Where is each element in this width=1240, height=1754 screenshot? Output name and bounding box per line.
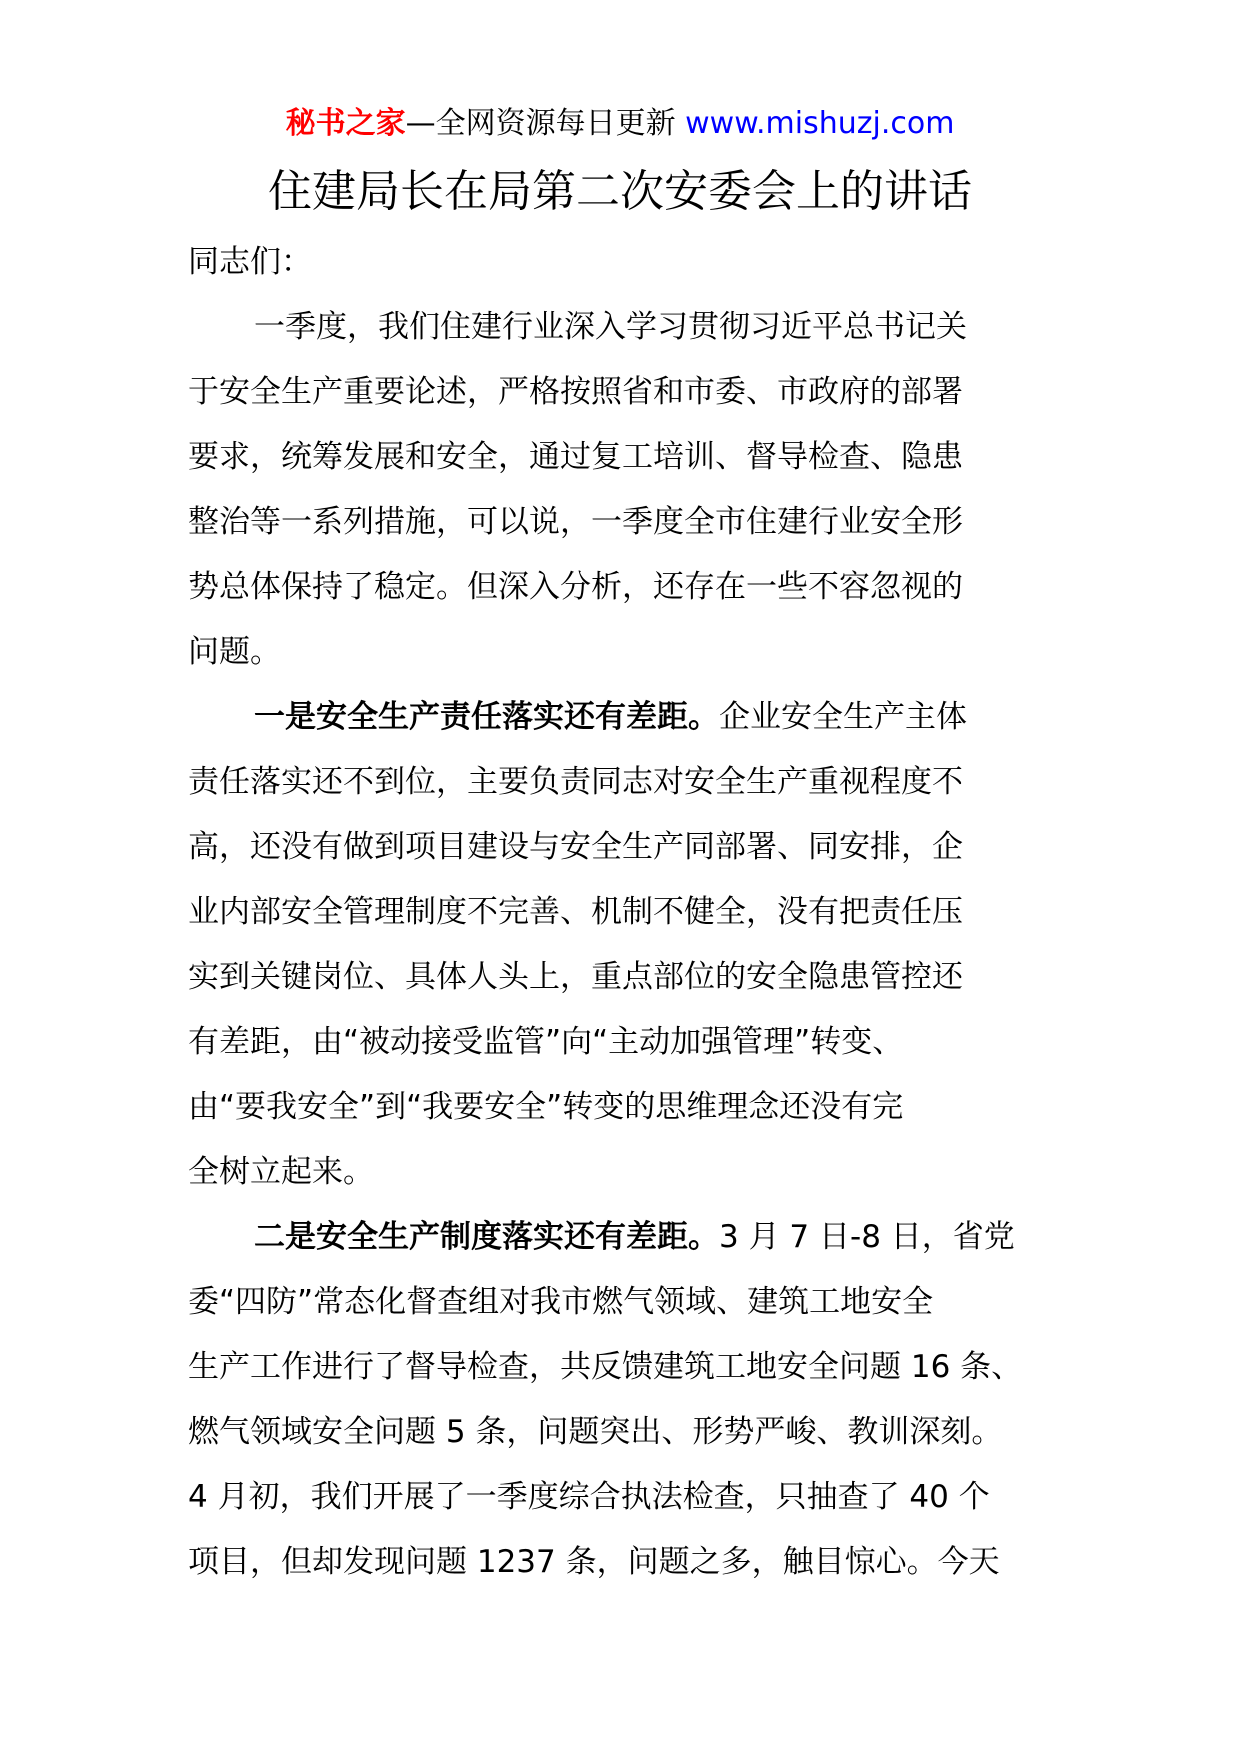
header-slogan: —全网资源每日更新 xyxy=(405,106,686,141)
paragraph-2-line: 由“要我安全”到“我要安全”转变的思维理念还没有完 xyxy=(188,1089,904,1125)
paragraph-3-line: 3 月 7 日-8 日，省党 xyxy=(719,1219,1015,1255)
paragraph-3-first-line xyxy=(188,1205,1068,1270)
paragraph-3-line: 生产工作进行了督导检查，共反馈建筑工地安全问题 16 条、 xyxy=(188,1349,1023,1385)
paragraph-1-line: 一季度，我们住建行业深入学习贯彻习近平总书记关 xyxy=(254,309,967,345)
paragraph-1-line: 整治等一系列措施，可以说，一季度全市住建行业安全形 xyxy=(188,504,963,540)
paragraph-1-line: 于安全生产重要论述，严格按照省和市委、市政府的部署 xyxy=(188,374,963,410)
paragraph-3-line: 委“四防”常态化督查组对我市燃气领域、建筑工地安全 xyxy=(188,1284,934,1320)
salutation: 同志们： xyxy=(188,244,312,280)
paragraph-2-line: 实到关键岗位、具体人头上，重点部位的安全隐患管控还 xyxy=(188,959,963,995)
paragraph-2-line: 有差距，由“被动接受监管”向“主动加强管理”转变、 xyxy=(188,1024,904,1060)
paragraph-2-line: 业内部安全管理制度不完善、机制不健全，没有把责任压 xyxy=(188,894,963,930)
document-title: 住建局长在局第二次安委会上的讲话 xyxy=(268,166,972,217)
brand-name: 秘书之家 xyxy=(285,106,406,141)
paragraph-3-line: 4 月初，我们开展了一季度综合执法检查，只抽查了 40 个 xyxy=(188,1479,990,1515)
paragraph-2-line: 高，还没有做到项目建设与安全生产同部署、同安排，企 xyxy=(188,829,963,865)
paragraph-3-line: 燃气领域安全问题 5 条，问题突出、形势严峻、教训深刻。 xyxy=(188,1414,1003,1450)
paragraph-2-line: 全树立起来。 xyxy=(188,1154,374,1190)
paragraph-2-first-line xyxy=(188,685,1068,750)
paragraph-3-heading: 二是安全生产制度落实还有差距。 xyxy=(254,1219,719,1255)
site-header xyxy=(0,100,1240,148)
paragraph-2-heading: 一是安全生产责任落实还有差距。 xyxy=(254,699,719,735)
paragraph-3-line: 项目，但却发现问题 1237 条，问题之多，触目惊心。今天 xyxy=(188,1544,1000,1580)
paragraph-1-line: 要求，统筹发展和安全，通过复工培训、督导检查、隐患 xyxy=(188,439,963,475)
paragraph-1-line: 势总体保持了稳定。但深入分析，还存在一些不容忽视的 xyxy=(188,569,963,605)
paragraph-2-line: 责任落实还不到位，主要负责同志对安全生产重视程度不 xyxy=(188,764,963,800)
document-body xyxy=(188,230,1068,1595)
paragraph-1-line: 问题。 xyxy=(188,634,281,670)
website-link[interactable]: www.mishuzj.com xyxy=(685,106,955,141)
paragraph-2-line: 企业安全生产主体 xyxy=(719,699,967,735)
